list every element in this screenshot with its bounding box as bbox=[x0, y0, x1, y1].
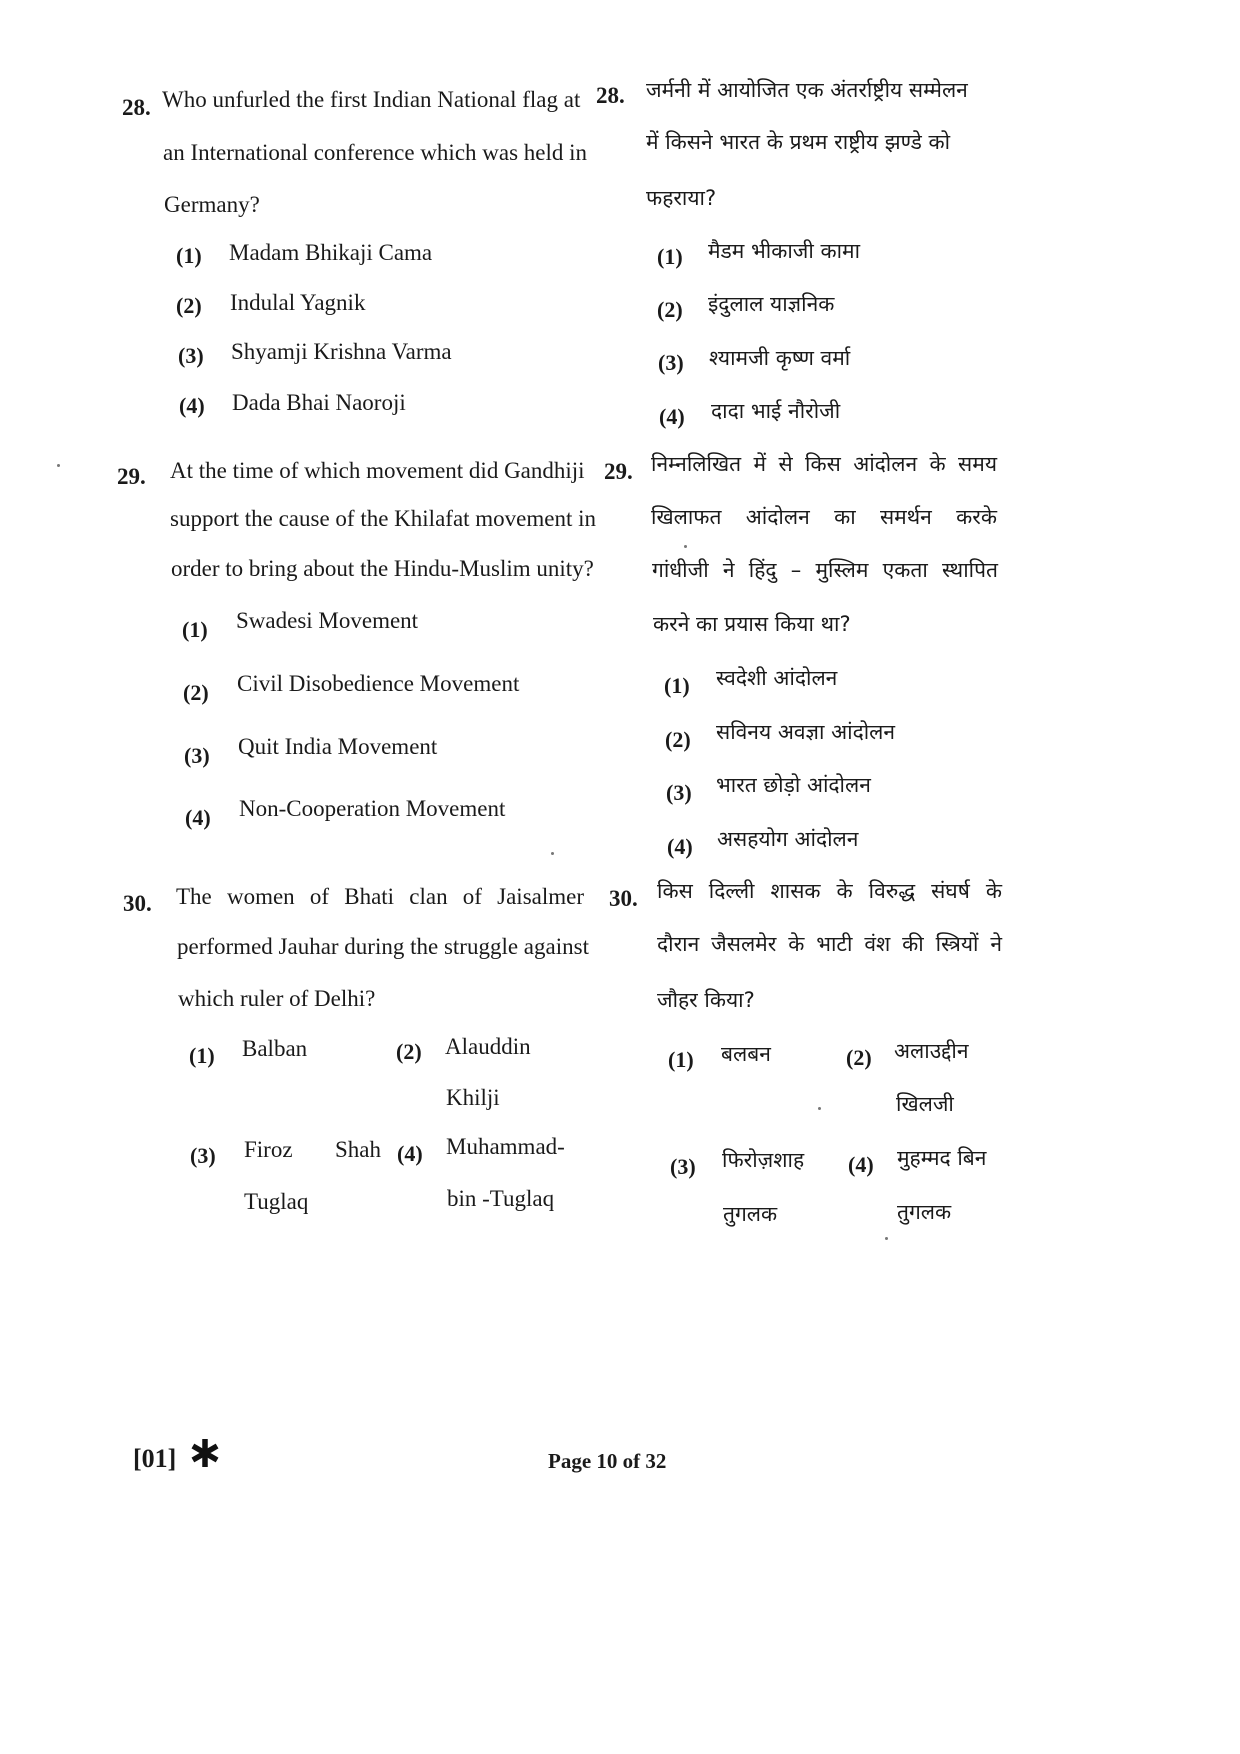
q30-hi-option-1: बलबन bbox=[721, 1042, 771, 1066]
q30-en-option-4: Muhammad- bbox=[446, 1134, 565, 1159]
q28-en-line-3: Germany? bbox=[164, 192, 260, 217]
q28-en-option-4: Dada Bhai Naoroji bbox=[232, 390, 406, 415]
q30-en-option-1: Balban bbox=[242, 1036, 308, 1061]
q30-hi-option-3-line-2: तुगलक bbox=[723, 1202, 778, 1226]
q30-en-option-3-line-2: Tuglaq bbox=[244, 1189, 309, 1214]
scan-speck bbox=[818, 1107, 821, 1110]
question-28-number-hi: 28. bbox=[596, 83, 625, 108]
q30-en-line-1: The women of Bhati clan of Jaisalmer bbox=[176, 884, 584, 909]
q30-en-option-2: Alauddin bbox=[445, 1034, 531, 1059]
q30-en-option-1-num: (1) bbox=[189, 1043, 215, 1068]
q30-en-option-3-num: (3) bbox=[190, 1143, 216, 1168]
question-30-number-hi: 30. bbox=[609, 886, 638, 911]
q30-en-option-4-line-2: bin -Tuglaq bbox=[447, 1186, 555, 1211]
q29-en-option-4: Non-Cooperation Movement bbox=[239, 796, 506, 821]
q29-hi-option-4: असहयोग आंदोलन bbox=[717, 827, 859, 851]
q28-hi-option-2: इंदुलाल याज्ञनिक bbox=[708, 292, 835, 316]
q28-en-option-2-num: (2) bbox=[176, 293, 202, 318]
scan-speck bbox=[57, 464, 60, 467]
question-29-number-en: 29. bbox=[117, 464, 146, 489]
q30-hi-option-2: अलाउद्दीन bbox=[894, 1039, 969, 1063]
q28-en-line-2: an International conference which was held in bbox=[163, 140, 588, 165]
q30-en-option-2-num: (2) bbox=[396, 1039, 422, 1064]
q30-en-line-3: which ruler of Delhi? bbox=[178, 986, 376, 1011]
q28-hi-option-1-num: (1) bbox=[657, 244, 683, 269]
q28-hi-line-1: जर्मनी में आयोजित एक अंतर्राष्ट्रीय सम्मेलन bbox=[646, 78, 968, 102]
q30-en-option-3-word-2: Shah bbox=[335, 1137, 381, 1162]
q29-en-option-2: Civil Disobedience Movement bbox=[237, 671, 520, 696]
q29-hi-option-1-num: (1) bbox=[664, 673, 690, 698]
q29-hi-option-3-num: (3) bbox=[666, 780, 692, 805]
q30-en-option-4-num: (4) bbox=[397, 1141, 423, 1166]
scan-speck bbox=[885, 1237, 888, 1240]
q28-hi-option-1: मैडम भीकाजी कामा bbox=[708, 239, 861, 263]
q30-hi-option-2-num: (2) bbox=[846, 1045, 872, 1070]
q29-en-option-3: Quit India Movement bbox=[238, 734, 438, 759]
q30-hi-option-1-num: (1) bbox=[668, 1047, 694, 1072]
q29-en-option-4-num: (4) bbox=[185, 805, 211, 830]
q28-en-option-3: Shyamji Krishna Varma bbox=[231, 339, 452, 364]
q28-en-option-1: Madam Bhikaji Cama bbox=[229, 240, 433, 265]
q30-hi-option-3: फिरोज़शाह bbox=[722, 1148, 805, 1172]
q28-en-option-2: Indulal Yagnik bbox=[230, 290, 366, 315]
page-number: Page 10 of 32 bbox=[548, 1449, 667, 1473]
q30-hi-option-3-num: (3) bbox=[670, 1154, 696, 1179]
asterisk-icon bbox=[190, 1438, 220, 1468]
question-28-number-en: 28. bbox=[122, 95, 151, 120]
q29-en-line-1: At the time of which movement did Gandhiji bbox=[170, 458, 585, 483]
q30-hi-option-4: मुहम्मद बिन bbox=[897, 1146, 987, 1170]
q29-hi-line-1: निम्नलिखित में से किस आंदोलन के समय bbox=[651, 452, 997, 476]
question-30-number-en: 30. bbox=[123, 891, 152, 916]
q29-hi-option-3: भारत छोड़ो आंदोलन bbox=[716, 773, 871, 797]
q28-en-option-1-num: (1) bbox=[176, 243, 202, 268]
q29-hi-option-4-num: (4) bbox=[667, 834, 693, 859]
scan-speck bbox=[551, 852, 554, 855]
q28-en-option-4-num: (4) bbox=[179, 393, 205, 418]
q29-en-option-1: Swadesi Movement bbox=[236, 608, 419, 633]
q29-hi-option-1: स्वदेशी आंदोलन bbox=[716, 666, 838, 690]
q30-en-line-2: performed Jauhar during the struggle against bbox=[177, 934, 589, 959]
q30-hi-line-2: दौरान जैसलमेर के भाटी वंश की स्त्रियों ने bbox=[657, 932, 1002, 956]
q30-en-option-2-line-2: Khilji bbox=[446, 1085, 500, 1110]
q29-hi-option-2-num: (2) bbox=[665, 727, 691, 752]
q28-hi-option-2-num: (2) bbox=[657, 297, 683, 322]
q29-en-option-3-num: (3) bbox=[184, 743, 210, 768]
q29-hi-line-2: खिलाफत आंदोलन का समर्थन करके bbox=[651, 505, 997, 529]
q28-hi-option-3: श्यामजी कृष्ण वर्मा bbox=[709, 346, 851, 370]
q30-hi-option-2-line-2: खिलजी bbox=[896, 1092, 954, 1116]
q30-en-option-3: Firoz bbox=[244, 1137, 293, 1162]
q28-hi-option-4: दादा भाई नौरोजी bbox=[711, 399, 841, 423]
q30-hi-line-3: जौहर किया? bbox=[657, 988, 755, 1012]
question-29-number-hi: 29. bbox=[604, 459, 633, 484]
q29-hi-line-4: करने का प्रयास किया था? bbox=[653, 612, 851, 636]
q29-en-line-3: order to bring about the Hindu-Muslim unity? bbox=[171, 556, 594, 581]
q28-en-option-3-num: (3) bbox=[178, 343, 204, 368]
q30-hi-option-4-num: (4) bbox=[848, 1152, 874, 1177]
q28-hi-line-3: फहराया? bbox=[646, 186, 717, 210]
q30-hi-line-1: किस दिल्ली शासक के विरुद्ध संघर्ष के bbox=[657, 879, 1002, 903]
q29-en-line-2: support the cause of the Khilafat movement in bbox=[170, 506, 597, 531]
q29-hi-option-2: सविनय अवज्ञा आंदोलन bbox=[716, 720, 896, 744]
q28-hi-option-3-num: (3) bbox=[658, 350, 684, 375]
paper-code: [01] bbox=[133, 1444, 177, 1473]
q29-en-option-2-num: (2) bbox=[183, 680, 209, 705]
q30-hi-option-4-line-2: तुगलक bbox=[897, 1200, 952, 1224]
q28-hi-option-4-num: (4) bbox=[659, 404, 685, 429]
q29-en-option-1-num: (1) bbox=[182, 617, 208, 642]
q28-hi-line-2: में किसने भारत के प्रथम राष्ट्रीय झण्डे को bbox=[646, 130, 951, 154]
q28-en-line-1: Who unfurled the first Indian National flag at bbox=[162, 87, 581, 112]
q29-hi-line-3: गांधीजी ने हिंदु – मुस्लिम एकता स्थापित bbox=[652, 558, 998, 582]
scan-speck bbox=[684, 545, 687, 548]
